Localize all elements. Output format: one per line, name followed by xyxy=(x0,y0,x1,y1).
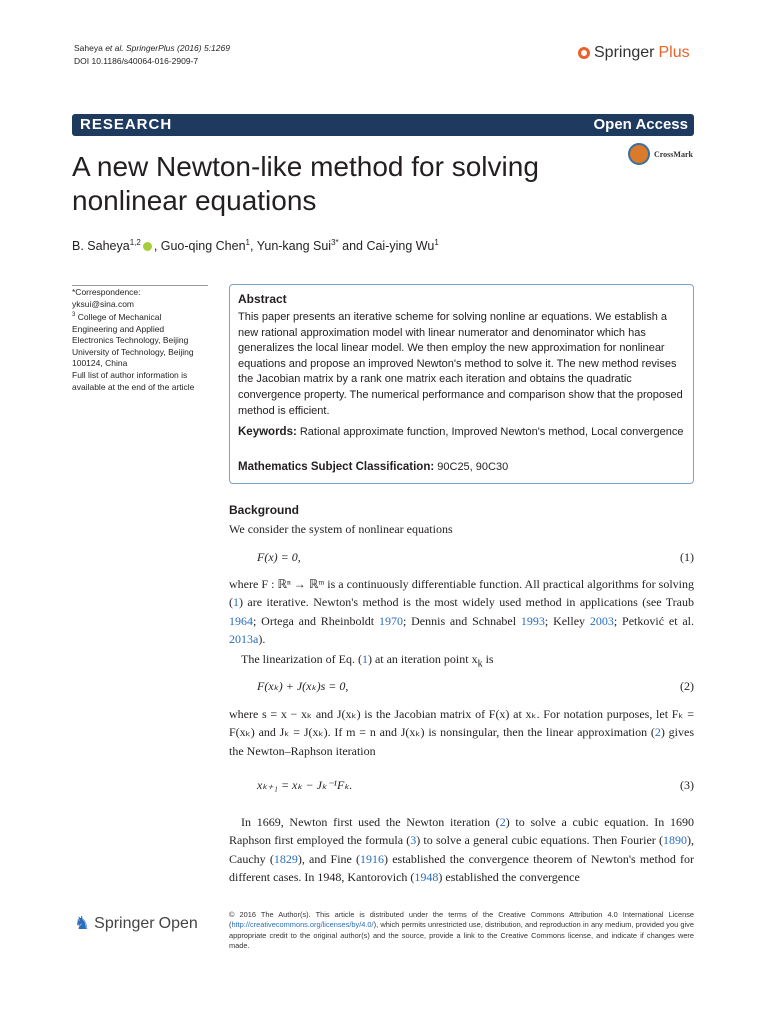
article-type-bar xyxy=(72,114,694,136)
license-link[interactable]: http://creativecommons.org/licenses/by/4.0/ xyxy=(231,920,374,930)
citation-fourier[interactable]: 1890 xyxy=(663,833,687,848)
crossmark-icon xyxy=(628,143,650,165)
paragraph-3 xyxy=(229,650,694,674)
springeropen-logo[interactable] xyxy=(74,913,198,934)
p3-text-c: is xyxy=(482,652,494,666)
p5-text-e: ), and Fine ( xyxy=(297,851,361,866)
footer-logo-open: Open xyxy=(158,914,198,932)
abstract-text: This paper presents an iterative scheme for solving nonline ar equations. We establish a new rational approximation model with linear numerator and denominator which has generalizes the local linear model. We then employ the new approximation for nonlinear equations and propose an improved Newton's method to solve it. The new method revises the Jacobian matrix by a rank one matrix each iteration and obtains the quadratic convergence property. The numerical performance and comparison show that the proposed method is efficient. xyxy=(238,311,683,417)
author-list xyxy=(72,238,439,253)
author-4[interactable]: and Cai-ying Wu xyxy=(338,239,435,254)
springerplus-logo[interactable] xyxy=(578,44,690,62)
equation-2-number: (2) xyxy=(680,679,694,693)
p2-text-f: ; Petković et al. xyxy=(613,613,695,628)
section-heading-background: Background xyxy=(229,503,300,517)
p2-text-g: ). xyxy=(258,632,266,647)
footer-logo-springer: Springer xyxy=(94,914,155,932)
msc-label: Mathematics Subject Classification: xyxy=(238,461,435,473)
article-title: A new Newton-like method for solving nonlinear equations xyxy=(72,151,539,216)
sidebar-divider xyxy=(72,285,208,286)
license-text-b: ), which permits unrestricted use, distribution, and reproduction in any medium, provided you give appropriate credit to the original author(s) and the source, provide a link to the Creative Commons license, and indicate if changes were made. xyxy=(229,920,694,951)
author-2[interactable]: , Guo-qing Chen xyxy=(153,239,246,254)
msc-classification xyxy=(238,461,688,473)
citation-traub[interactable]: 1964 xyxy=(229,613,253,628)
citation-kelley[interactable]: 2003 xyxy=(589,613,614,628)
author-info-note: Full list of author information is available at the end of the article xyxy=(72,369,195,392)
doi[interactable]: DOI 10.1186/s40064-016-2909-7 xyxy=(74,56,199,66)
p5-text-b: ) to solve a cubic equation. In 1690 Raphson first employed the formula ( xyxy=(229,815,694,848)
citation-header xyxy=(74,42,230,68)
keywords-label: Keywords: xyxy=(238,426,297,438)
equation-3: xₖ₊₁ = xₖ − Jₖ⁻¹Fₖ. xyxy=(257,778,353,792)
author-2-aff: 1 xyxy=(245,238,250,247)
author-1-aff: 1,2 xyxy=(129,238,141,247)
keywords xyxy=(238,425,688,441)
p4-text-b: ) gives the Newton–Raphson iteration xyxy=(229,725,694,758)
citation-cauchy[interactable]: 1829 xyxy=(273,851,298,866)
equation-2: F(xₖ) + J(xₖ)s = 0, xyxy=(257,679,349,693)
author-4-aff: 1 xyxy=(434,238,439,247)
orcid-icon[interactable] xyxy=(143,242,152,251)
equation-1-number: (1) xyxy=(680,550,694,564)
p2-text-b: ) are iterative. Newton's method is the most widely used method in applications (see Traub xyxy=(239,595,694,610)
p4-text-a: where s = x − xₖ and J(xₖ) is the Jacobian matrix of F(x) at xₖ. For notation purposes, let Fₖ = F(xₖ) and Jₖ = J(xₖ). If m = n and J(xₖ) is nonsingular, then the linear approximation ( xyxy=(229,707,694,740)
abstract-heading: Abstract xyxy=(238,292,287,306)
crossmark-badge[interactable] xyxy=(628,143,693,165)
citation-journal: et al. SpringerPlus xyxy=(102,43,175,53)
license-text-a: © 2016 The Author(s). This article is distributed under the terms of the Creative Commons Attribution 4.0 International License ( xyxy=(229,910,694,930)
author-3[interactable]: , Yun-kang Sui xyxy=(250,239,332,254)
p5-text-f: ) established the convergence theorem of Newton's method for different cases. In 1948, Kantorovich ( xyxy=(229,851,695,885)
correspondence-label: *Correspondence: xyxy=(72,287,141,297)
p2-text-e: ; Kelley xyxy=(544,613,590,628)
eq-ref-2[interactable]: 2 xyxy=(654,725,661,740)
equation-3-number: (3) xyxy=(680,778,694,792)
open-access-label: Open Access xyxy=(593,116,688,133)
eq-ref-2b[interactable]: 2 xyxy=(499,815,506,829)
p2-text-a: where F : ℝⁿ → ℝᵐ is a continuously differentiable function. All practical algorithms for solving ( xyxy=(229,577,694,610)
paragraph-5 xyxy=(229,813,694,887)
keywords-text: Rational approximate function, Improved Newton's method, Local convergence xyxy=(296,426,684,438)
eq-ref-3[interactable]: 3 xyxy=(410,833,417,848)
citation-year: (2016) 5:1269 xyxy=(174,43,230,53)
p5-text-d: ), Cauchy ( xyxy=(229,833,694,866)
citation-ortega[interactable]: 1970 xyxy=(378,613,403,628)
msc-codes: 90C25, 90C30 xyxy=(434,461,509,473)
article-type: RESEARCH xyxy=(80,116,173,133)
p2-text-d: ; Dennis and Schnabel xyxy=(402,613,521,628)
eq-ref-1[interactable]: 1 xyxy=(233,595,239,610)
paragraph-2 xyxy=(229,575,694,649)
eq-ref-1b[interactable]: 1 xyxy=(361,652,368,666)
citation-petkovic[interactable]: 2013a xyxy=(229,632,259,647)
citation-fine[interactable]: 1916 xyxy=(360,851,385,866)
logo-plus-text: Plus xyxy=(658,44,690,61)
citation-dennis[interactable]: 1993 xyxy=(520,613,545,628)
paragraph-1: We consider the system of nonlinear equations xyxy=(229,522,453,536)
p3-text-a: The linearization of Eq. ( xyxy=(241,652,362,666)
correspondence-sidebar xyxy=(72,287,208,393)
crossmark-label: CrossMark xyxy=(654,149,693,159)
author-3-aff: 3* xyxy=(331,238,339,247)
springer-horse-icon: ♞ xyxy=(74,913,91,933)
p5-text-a: In 1669, Newton first used the Newton iteration ( xyxy=(241,815,500,829)
equation-1: F(x) = 0, xyxy=(257,550,301,564)
p3-sub: k xyxy=(477,658,483,670)
correspondence-email[interactable]: yksui@sina.com xyxy=(72,298,135,309)
citation-kantorovich[interactable]: 1948 xyxy=(414,870,439,885)
springer-logo-icon xyxy=(578,47,590,59)
author-1[interactable]: B. Saheya xyxy=(72,239,130,254)
paragraph-4 xyxy=(229,705,694,760)
p3-text-b: ) at an iteration point x xyxy=(367,652,478,666)
license-text xyxy=(229,910,694,952)
p2-text-c: ; Ortega and Rheinboldt xyxy=(253,613,379,628)
affiliation-text: College of Mechanical Engineering and Applied Electronics Technology, Beijing University of Technology, Beijing 100124, China xyxy=(72,312,194,369)
citation-authors: Saheya xyxy=(74,43,103,53)
logo-springer-text: Springer xyxy=(594,44,655,61)
p5-text-c: ) to solve a general cubic equations. Then Fourier ( xyxy=(416,833,663,848)
p5-text-g: ) established the convergence xyxy=(438,870,580,885)
affiliation-sup: 3 xyxy=(72,312,76,319)
